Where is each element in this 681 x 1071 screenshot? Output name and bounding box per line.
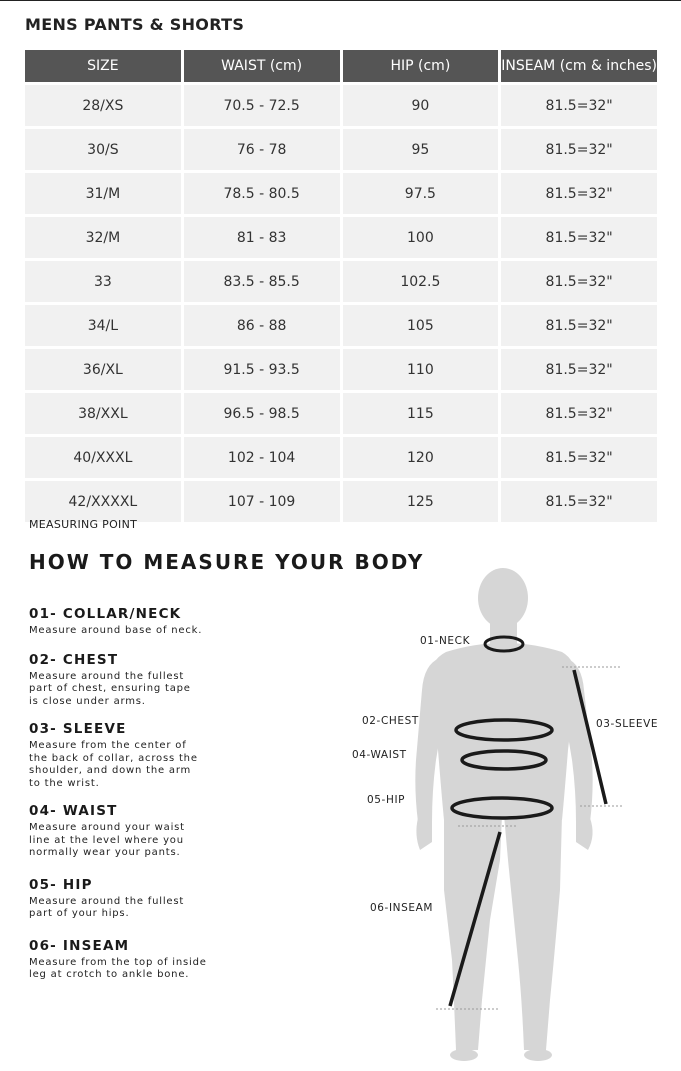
cell-hip: 97.5: [343, 173, 499, 214]
table-row: [25, 261, 657, 302]
cell-waist: 86 - 88: [184, 305, 340, 346]
step-description: Measure around the fullest part of your hips.: [29, 895, 185, 919]
table-header-row: [25, 50, 657, 82]
table-row: [25, 129, 657, 170]
table-row: [25, 173, 657, 214]
cell-inseam: 81.5=32": [501, 129, 657, 170]
cell-size: 33: [25, 261, 181, 302]
cell-size: 38/XXL: [25, 393, 181, 434]
step-title: 04- WAIST: [29, 803, 118, 819]
column-header-waist: WAIST (cm): [184, 50, 340, 82]
cell-inseam: 81.5=32": [501, 305, 657, 346]
top-divider: [0, 0, 681, 1]
step-description: Measure from the top of inside leg at crotch to ankle bone.: [29, 956, 207, 980]
cell-inseam: 81.5=32": [501, 217, 657, 258]
cell-waist: 81 - 83: [184, 217, 340, 258]
step-description: Measure around base of neck.: [29, 625, 203, 636]
label-inseam: 06-INSEAM: [370, 902, 434, 914]
cell-size: 36/XL: [25, 349, 181, 390]
step-title: 05- HIP: [29, 876, 93, 893]
cell-inseam: 81.5=32": [501, 173, 657, 214]
cell-hip: 102.5: [343, 261, 499, 302]
step-description: Measure around your waist line at the level where you normally wear your pants.: [29, 822, 185, 858]
cell-hip: 125: [343, 481, 499, 522]
cell-size: 40/XXXL: [25, 437, 181, 478]
cell-waist: 91.5 - 93.5: [184, 349, 340, 390]
cell-size: 30/S: [25, 129, 181, 170]
step-title: 02- CHEST: [29, 651, 119, 668]
cell-size: 32/M: [25, 217, 181, 258]
cell-inseam: 81.5=32": [501, 261, 657, 302]
table-row: [25, 437, 657, 478]
cell-waist: 107 - 109: [184, 481, 340, 522]
table-row: [25, 349, 657, 390]
cell-waist: 102 - 104: [184, 437, 340, 478]
measuring-point-label: MEASURING POINT: [29, 518, 138, 531]
table-row: [25, 393, 657, 434]
step-description: Measure around the fullest part of chest, ensuring tape is close under arms.: [29, 670, 191, 707]
cell-waist: 83.5 - 85.5: [184, 261, 340, 302]
label-hip: 05-HIP: [367, 794, 406, 806]
cell-waist: 76 - 78: [184, 129, 340, 170]
cell-waist: 70.5 - 72.5: [184, 85, 340, 126]
cell-hip: 115: [343, 393, 499, 434]
label-neck: 01-NECK: [420, 635, 471, 647]
cell-hip: 110: [343, 349, 499, 390]
step-title: 06- INSEAM: [29, 937, 130, 954]
column-header-size: SIZE: [25, 50, 181, 82]
step-hip: [29, 877, 349, 921]
cell-hip: 95: [343, 129, 499, 170]
step-waist: [29, 803, 349, 860]
label-sleeve: 03-SLEEVE: [596, 718, 659, 730]
step-title: 03- SLEEVE: [29, 721, 127, 737]
page-title: MENS PANTS & SHORTS: [25, 15, 245, 34]
table-row: [25, 85, 657, 126]
label-chest: 02-CHEST: [362, 715, 419, 727]
cell-hip: 120: [343, 437, 499, 478]
cell-hip: 105: [343, 305, 499, 346]
column-header-inseam: INSEAM (cm & inches): [501, 50, 657, 82]
step-inseam: [29, 938, 349, 982]
step-title: 01- COLLAR/NECK: [29, 606, 182, 622]
table-row: [25, 305, 657, 346]
step-description: Measure from the center of the back of collar, across the shoulder, and down the arm to the wrist.: [29, 740, 198, 789]
cell-waist: 96.5 - 98.5: [184, 393, 340, 434]
step-sleeve: [29, 721, 349, 790]
step-collar-neck: [29, 606, 349, 638]
cell-inseam: 81.5=32": [501, 393, 657, 434]
cell-waist: 78.5 - 80.5: [184, 173, 340, 214]
cell-hip: 90: [343, 85, 499, 126]
cell-inseam: 81.5=32": [501, 481, 657, 522]
body-measurement-figure: [340, 560, 681, 1067]
measurement-steps: [29, 606, 349, 982]
cell-hip: 100: [343, 217, 499, 258]
cell-size: 42/XXXXL: [25, 481, 181, 522]
column-header-hip: HIP (cm): [343, 50, 499, 82]
cell-inseam: 81.5=32": [501, 437, 657, 478]
cell-size: 31/M: [25, 173, 181, 214]
table-row: [25, 481, 657, 522]
label-waist: 04-WAIST: [352, 749, 407, 761]
table-row: [25, 217, 657, 258]
step-chest: [29, 652, 349, 709]
cell-size: 34/L: [25, 305, 181, 346]
cell-size: 28/XS: [25, 85, 181, 126]
body-silhouette: [340, 560, 681, 1067]
cell-inseam: 81.5=32": [501, 85, 657, 126]
cell-inseam: 81.5=32": [501, 349, 657, 390]
howto-title: HOW TO MEASURE YOUR BODY: [29, 550, 425, 574]
size-table: [22, 47, 660, 525]
